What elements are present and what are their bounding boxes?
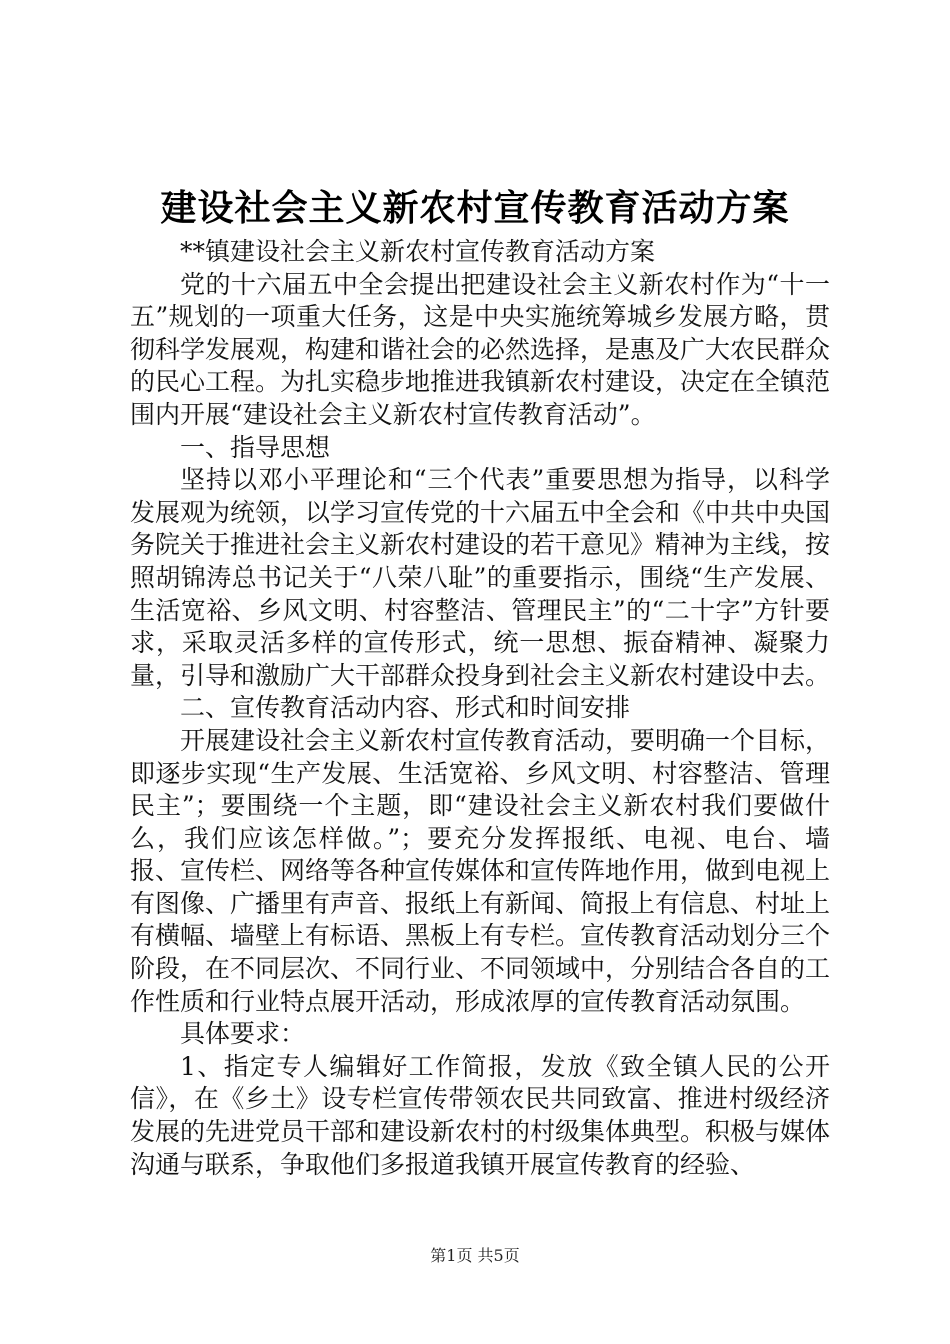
paragraph-intro: 党的十六届五中全会提出把建设社会主义新农村作为“十一五”规划的一项重大任务，这是中央实施统筹城乡发展方略，贯彻科学发展观，构建和谐社会的必然选择，是惠及广大农民群众的民心工程。为扎实稳步地推进我镇新农村建设，决定在全镇范围内开展“建设社会主义新农村宣传教育活动”。 <box>130 269 831 429</box>
paragraph-content-form-schedule: 开展建设社会主义新农村宣传教育活动，要明确一个目标，即逐步实现“生产发展、生活宽裕、乡风文明、村容整洁、管理民主”；要围绕一个主题，即“建设社会主义新农村我们要做什么，我们应该怎样做。”；要充分发挥报纸、电视、电台、墙报、宣传栏、网络等各种宣传媒体和宣传阵地作用，做到电视上有图像、广播里有声音、报纸上有新闻、简报上有信息、村址上有横幅、墙壁上有标语、黑板上有专栏。宣传教育活动划分三个阶段，在不同层次、不同行业、不同领域中，分别结合各自的工作性质和行业特点展开活动，形成浓厚的宣传教育活动氛围。 <box>130 725 831 1016</box>
paragraph-requirement-1: 1、指定专人编辑好工作简报，发放《致全镇人民的公开信》，在《乡土》设专栏宣传带领农民共同致富、推进村级经济发展的先进党员干部和建设新农村的村级集体典型。积极与媒体沟通与联系，争取他们多报道我镇开展宣传教育的经验、 <box>130 1051 831 1179</box>
section-heading-content-form-schedule: 二、宣传教育活动内容、形式和时间安排 <box>180 693 631 723</box>
section-heading-guiding-thought: 一、指导思想 <box>180 432 331 462</box>
paragraph-guiding-thought: 坚持以邓小平理论和“三个代表”重要思想为指导，以科学发展观为统领，以学习宣传党的十六届五中全会和《中共中央国务院关于推进社会主义新农村建设的若干意见》精神为主线，按照胡锦涛总书记关于“八荣八耻”的重要指示，围绕“生产发展、生活宽裕、乡风文明、村容整洁、管理民主”的“二十字”方针要求，采取灵活多样的宣传形式，统一思想、振奋精神、凝聚力量，引导和激励广大干部群众投身到社会主义新农村建设中去。 <box>130 465 831 690</box>
section-heading-requirements: 具体要求： <box>180 1019 306 1049</box>
document-subtitle: **镇建设社会主义新农村宣传教育活动方案 <box>180 237 656 266</box>
document-title: 建设社会主义新农村宣传教育活动方案 <box>160 188 790 229</box>
document-body <box>130 236 830 1181</box>
page-footer: 第1页 共5页 <box>430 1246 520 1265</box>
